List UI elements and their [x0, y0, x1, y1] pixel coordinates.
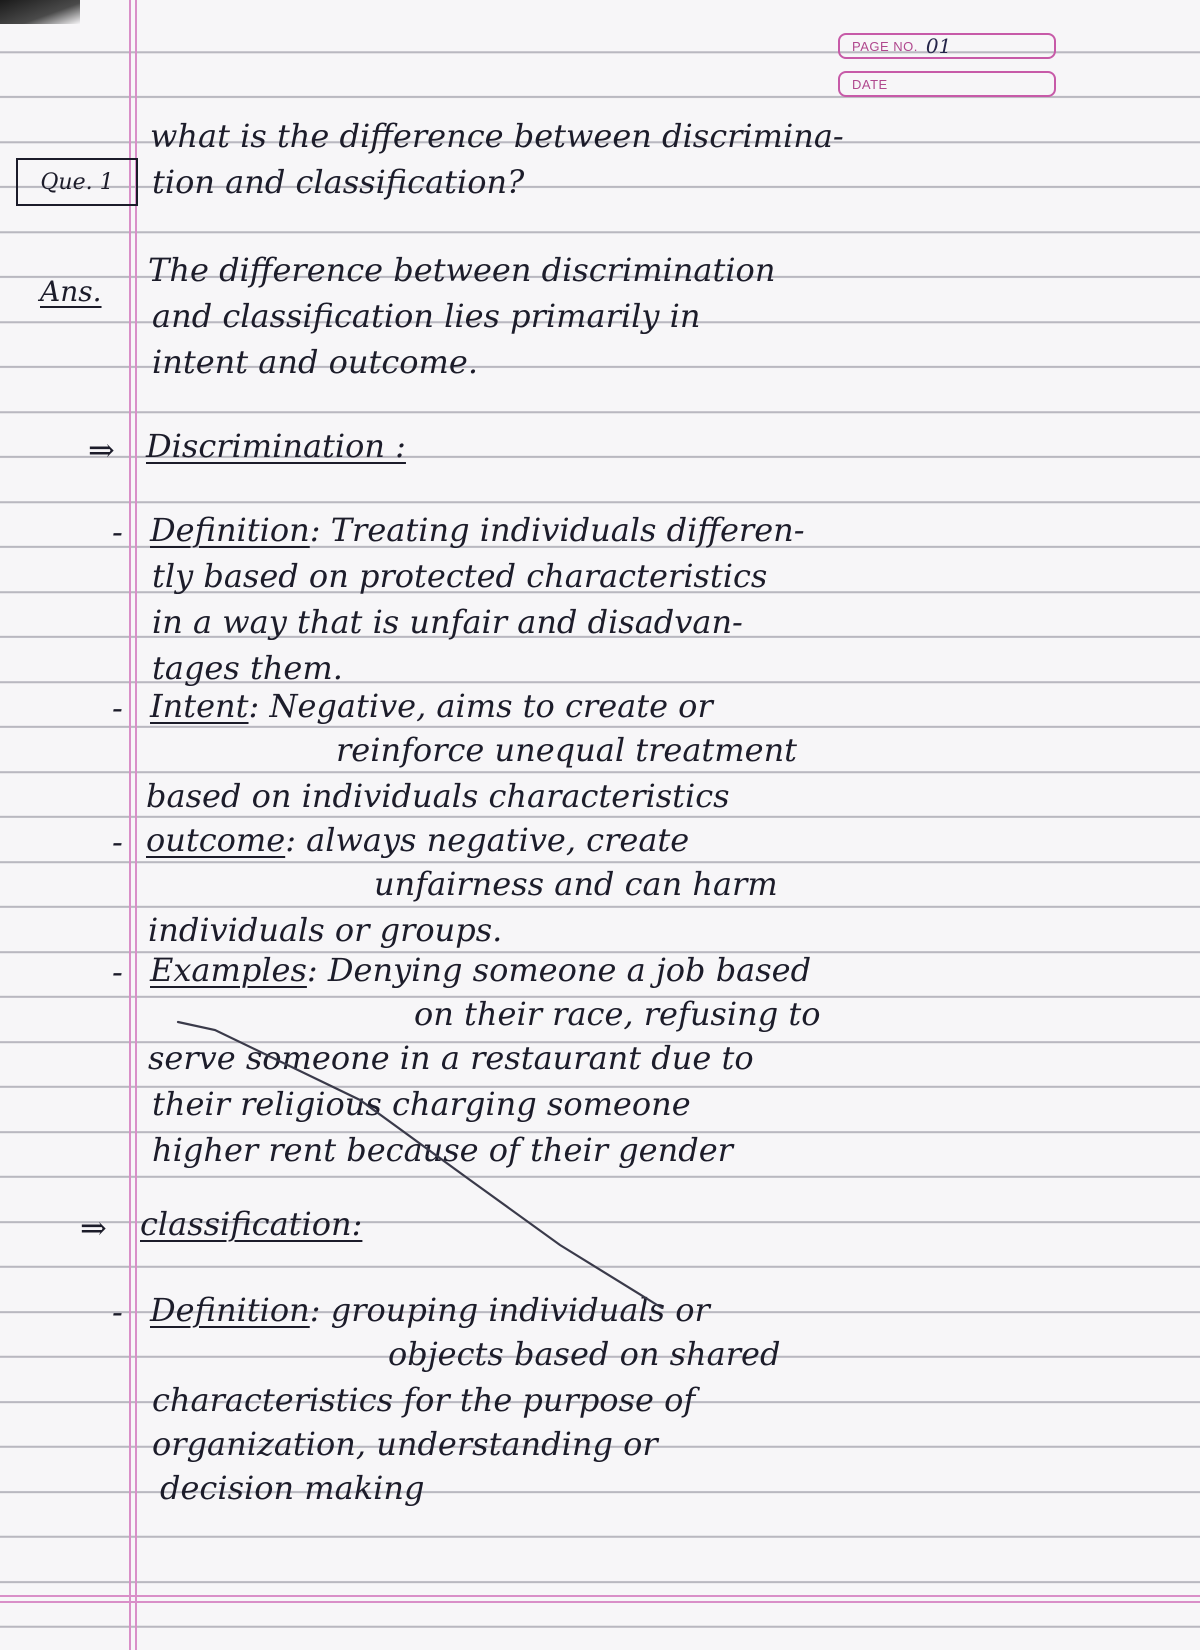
bullet-dash: - [112, 953, 123, 991]
definition-line: characteristics for the purpose of [152, 1381, 696, 1419]
outcome-text: : always negative, create [285, 821, 690, 859]
examples-line: serve someone in a restaurant due to [148, 1039, 754, 1077]
definition-text: : grouping individuals or [309, 1291, 710, 1329]
bullet-dash: - [112, 823, 123, 861]
examples-label: Examples [150, 951, 307, 989]
bullet-dash: - [112, 513, 123, 551]
bullet-dash: - [112, 1293, 123, 1331]
outcome-line: unfairness and can harm [374, 865, 778, 903]
definition-line: objects based on shared [388, 1335, 781, 1373]
definition-line: decision making [160, 1469, 425, 1507]
section-heading-classification: classification: [140, 1205, 363, 1243]
page-number-label: PAGE NO. [852, 38, 918, 54]
intent-line: based on individuals characteristics [146, 777, 730, 815]
question-tag: Que. 1 [16, 158, 138, 206]
page-number-box [838, 33, 1056, 59]
bottom-rule [0, 1601, 1200, 1603]
examples-line: their religious charging someone [152, 1085, 691, 1123]
definition-line: tly based on protected characteristics [152, 557, 768, 595]
definition-row [150, 512, 805, 548]
outcome-row [146, 822, 689, 858]
intent-text: : Negative, aims to create or [248, 687, 713, 725]
answer-tag: Ans. [40, 275, 102, 308]
definition-line: tages them. [152, 649, 343, 687]
answer-line: The difference between discrimination [148, 251, 776, 289]
section-heading-discrimination: Discrimination : [146, 427, 406, 465]
intent-line: reinforce unequal treatment [336, 731, 798, 769]
classification-definition-row [150, 1292, 710, 1328]
bottom-rule [0, 1595, 1200, 1597]
definition-label: Definition [150, 1291, 310, 1329]
intent-row [150, 688, 713, 724]
definition-label: Definition [150, 511, 310, 549]
section-arrow-icon: ⇒ [80, 1209, 107, 1247]
definition-line: organization, understanding or [152, 1425, 658, 1463]
definition-line: in a way that is unfair and disadvan- [152, 603, 743, 641]
question-line: what is the difference between discrimina- [150, 117, 844, 155]
intent-label: Intent [150, 687, 249, 725]
outcome-label: outcome [146, 821, 286, 859]
bullet-dash: - [112, 689, 123, 727]
examples-line: higher rent because of their gender [152, 1131, 733, 1169]
answer-line: intent and outcome. [152, 343, 478, 381]
examples-row [150, 952, 811, 988]
examples-line: on their race, refusing to [414, 995, 821, 1033]
section-arrow-icon: ⇒ [88, 431, 115, 469]
margin-line [135, 0, 137, 1650]
page-number-value: 01 [925, 34, 952, 58]
date-label: DATE [852, 76, 888, 92]
answer-line: and classification lies primarily in [152, 297, 701, 335]
question-line: tion and classification? [152, 163, 525, 201]
definition-text: : Treating individuals differen- [309, 511, 805, 549]
examples-text: : Denying someone a job based [306, 951, 812, 989]
outcome-line: individuals or groups. [148, 911, 503, 949]
margin-line [129, 0, 131, 1650]
date-box [838, 71, 1056, 97]
page-corner-shadow [0, 0, 80, 24]
